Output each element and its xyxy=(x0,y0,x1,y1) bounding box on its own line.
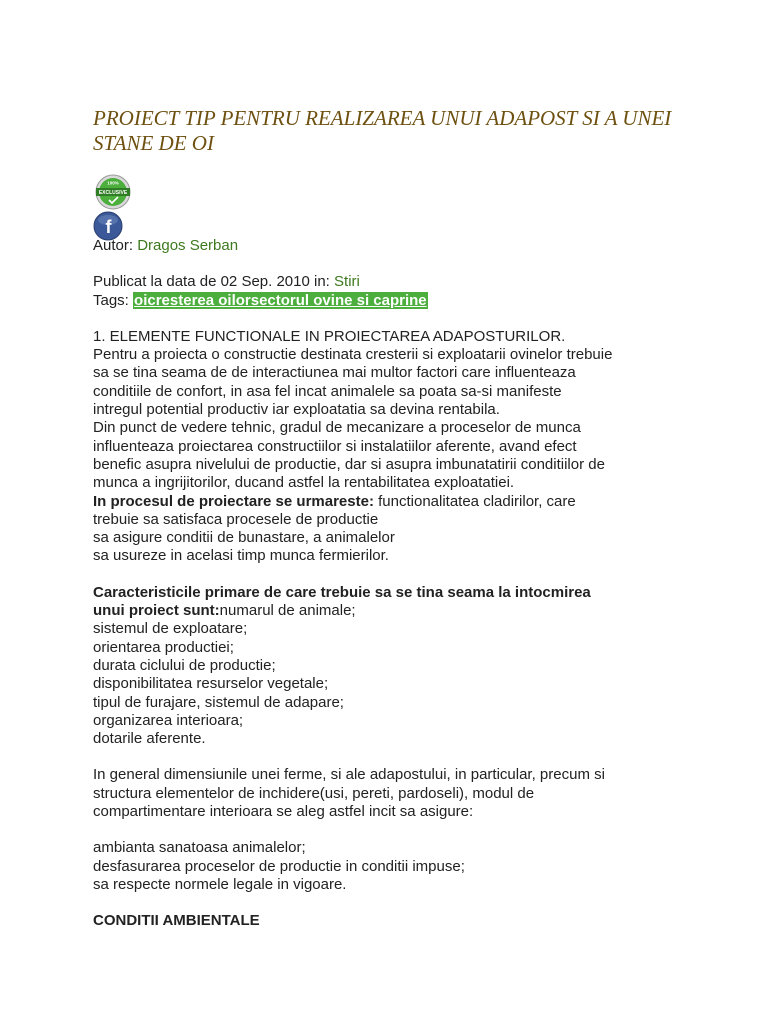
process-item: sa usureze in acelasi timp munca fermierilor. xyxy=(93,547,389,565)
characteristics-heading-cont: unui proiect sunt:numarul de animale; xyxy=(93,602,356,620)
category-link[interactable]: Stiri xyxy=(334,273,360,291)
paragraph-line: Pentru a proiecta o constructie destinata cresterii si exploatarii ovinelor trebuie xyxy=(93,346,613,364)
section-heading: CONDITII AMBIENTALE xyxy=(93,912,260,930)
paragraph-line: intregul potential productiv iar exploatatia sa devina rentabila. xyxy=(93,401,500,419)
article-body xyxy=(93,237,693,931)
list-item: disponibilitatea resurselor vegetale; xyxy=(93,675,329,693)
paragraph-line: compartimentare interioara se aleg astfel incit sa asigure: xyxy=(93,803,474,821)
paragraph-line: conditiile de confort, in asa fel incat animalele sa poata sa-si manifeste xyxy=(93,382,562,400)
badge-text: EXCLUSIVE xyxy=(98,190,128,196)
section-heading: 1. ELEMENTE FUNCTIONALE IN PROIECTAREA ADAPOSTURILOR. xyxy=(93,327,566,345)
process-item: trebuie sa satisfaca procesele de productie xyxy=(93,510,379,528)
facebook-letter: f xyxy=(105,217,112,237)
list-item: organizarea interioara; xyxy=(93,711,244,729)
article-title: PROIECT TIP PENTRU REALIZAREA UNUI ADAPOST SI A UNEI STANE DE OI xyxy=(93,106,672,155)
list-item: numarul de animale; xyxy=(219,602,356,620)
list-item: sistemul de exploatare; xyxy=(93,620,248,638)
tag-link[interactable]: oicresterea oilorsectorul ovine si caprine xyxy=(134,291,427,309)
process-bold-text: In procesul de proiectare se urmareste: xyxy=(93,492,374,510)
exclusive-badge-icon xyxy=(93,174,133,210)
author-link[interactable]: Dragos Serban xyxy=(137,237,239,254)
list-item: tipul de furajare, sistemul de adapare; xyxy=(93,693,344,711)
tags-line xyxy=(93,292,693,310)
author-label: Autor: xyxy=(93,237,138,254)
paragraph-line: In general dimensiunile unei ferme, si ale adapostului, in particular, precum si xyxy=(93,766,605,784)
paragraph-line: structura elementelor de inchidere(usi, pereti, pardoseli), modul de xyxy=(93,784,535,802)
list-item: sa respecte normele legale in vigoare. xyxy=(93,875,347,893)
process-item: sa asigure conditii de bunastare, a animalelor xyxy=(93,529,395,547)
paragraph-line: sa se tina seama de de interactiunea mai multor factori care influenteaza xyxy=(93,364,576,382)
process-text: functionalitatea cladirilor, care xyxy=(373,492,576,510)
published-line xyxy=(93,273,693,291)
list-item: dotarile aferente. xyxy=(93,730,206,748)
process-line xyxy=(93,493,693,511)
badge-top-text: 100% xyxy=(107,180,119,186)
list-item: orientarea productiei; xyxy=(93,638,234,656)
paragraph-line: munca a ingrijitorilor, ducand astfel la rentabilitatea exploatatiei. xyxy=(93,474,515,492)
author-line xyxy=(93,237,693,255)
list-item: desfasurarea proceselor de productie in conditii impuse; xyxy=(93,857,465,875)
tags-label: Tags: xyxy=(93,291,134,309)
published-label: Publicat la data de 02 Sep. 2010 in: xyxy=(93,273,335,291)
paragraph-line: influenteaza proiectarea constructiilor si instalatiilor aferente, avand efect xyxy=(93,437,577,455)
paragraph-line: benefic asupra nivelului de productie, dar si asupra imbunatatirii conditiilor de xyxy=(93,455,605,473)
characteristics-heading: Caracteristicile primare de care trebuie sa se tina seama la intocmirea xyxy=(93,583,591,601)
paragraph-line: Din punct de vedere tehnic, gradul de mecanizare a proceselor de munca xyxy=(93,419,581,437)
list-item: durata ciclului de productie; xyxy=(93,656,276,674)
list-item: ambianta sanatoasa animalelor; xyxy=(93,839,306,857)
